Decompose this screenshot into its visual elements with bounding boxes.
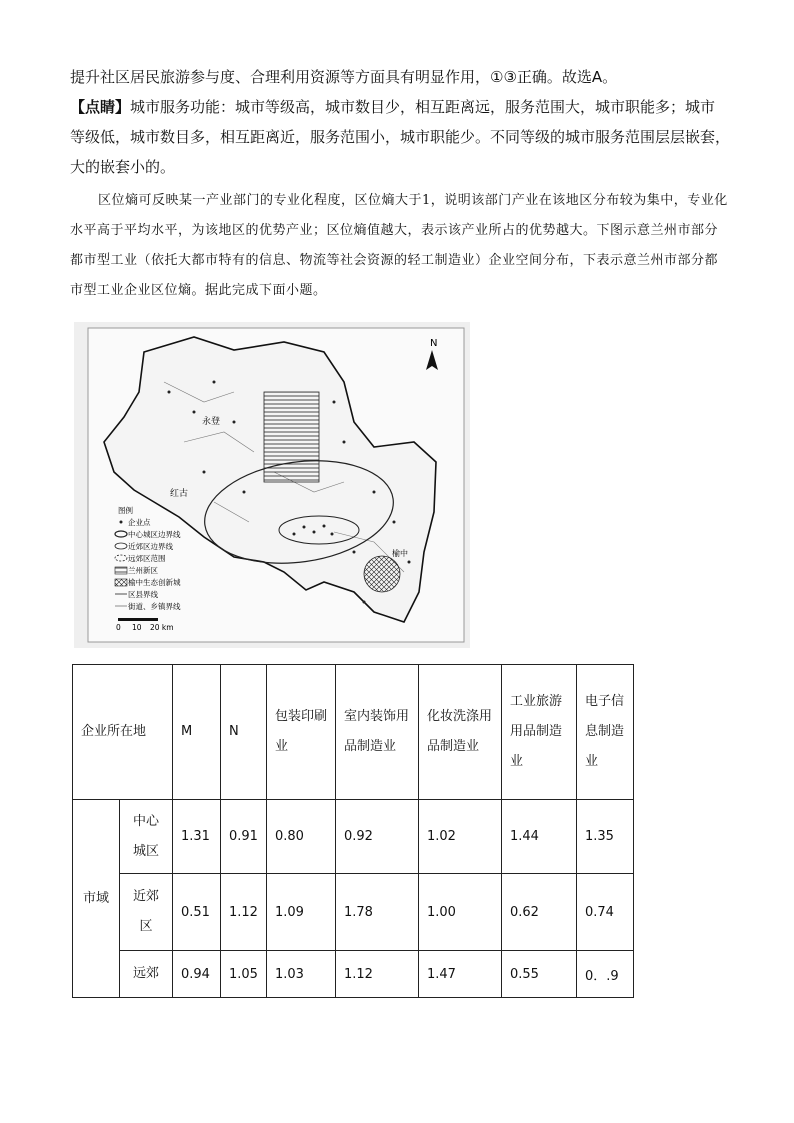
cell: 1.05 xyxy=(221,951,267,998)
group-cell: 市域 xyxy=(73,800,120,998)
cell: 0.91 xyxy=(221,800,267,874)
tip-text: 城市服务功能：城市等级高，城市数目少，相互距离远，服务范围大，城市职能多；城市等级低，城市数目多，相互距离近，服务范围小，城市职能少。不同等级的城市服务范围层层嵌套，大的嵌套小的。 xyxy=(70,98,731,176)
lanzhou-new-district xyxy=(264,392,319,482)
cell: 0.92 xyxy=(335,800,418,874)
cell: 0.80 xyxy=(266,800,335,874)
header-col: 电子信息制造业 xyxy=(576,665,633,800)
row-label: 远郊 xyxy=(120,951,173,998)
tip-tag: 【点睛】 xyxy=(70,98,131,116)
cell: 1.03 xyxy=(266,951,335,998)
cell: 1.09 xyxy=(266,874,335,951)
cell: 1.02 xyxy=(418,800,501,874)
legend-item: 榆中生态创新城 xyxy=(128,578,181,587)
place-yongdeng: 永登 xyxy=(202,417,221,427)
scale-label: 20 km xyxy=(150,623,174,632)
legend-item: 兰州新区 xyxy=(128,566,158,575)
header-col: M xyxy=(173,665,221,800)
cell: 0.94 xyxy=(173,951,221,998)
cell: 1.31 xyxy=(173,800,221,874)
scale-bar xyxy=(118,618,158,621)
tip-paragraph xyxy=(70,92,730,182)
cell: 1.35 xyxy=(576,800,633,874)
row-label: 中心城区 xyxy=(120,800,173,874)
legend-item: 企业点 xyxy=(128,518,151,527)
legend-item: 区县界线 xyxy=(128,590,158,599)
header-col: 工业旅游用品制造业 xyxy=(501,665,576,800)
cell: 1.47 xyxy=(418,951,501,998)
question-stem: 区位熵可反映某一产业部门的专业化程度，区位熵大于1，说明该部门产业在该地区分布较为集中，专业化水平高于平均水平，为该地区的优势产业；区位熵值越大，表示该产业所占的优势越大。下图示意兰州市部分都市型工业（依托大都市特有的信息、物流等社会资源的轻工制造业）企业空间分布，下表示意兰州市部分都市型工业企业区位熵。据此完成下面小题。 xyxy=(70,193,728,298)
place-yuzhong: 榆中 xyxy=(392,549,408,558)
header-col: 室内装饰用品制造业 xyxy=(335,665,418,800)
cell: 0.62 xyxy=(501,874,576,951)
header-place: 企业所在地 xyxy=(73,665,173,800)
cell: 0.51 xyxy=(173,874,221,951)
answer-paragraph: 提升社区居民旅游参与度、合理利用资源等方面具有明显作用，①③正确。故选A。 xyxy=(70,68,618,86)
scale-label: 10 xyxy=(132,623,142,632)
place-honggu: 红古 xyxy=(170,489,189,499)
cell: 0.55 xyxy=(501,951,576,998)
lanzhou-industry-map xyxy=(74,322,470,648)
legend-item: 街道、乡镇界线 xyxy=(128,602,181,611)
header-col: 包装印刷业 xyxy=(266,665,335,800)
legend-item: 中心城区边界线 xyxy=(128,530,181,539)
cell: 1.00 xyxy=(418,874,501,951)
location-quotient-table xyxy=(72,664,634,998)
legend-title: 图例 xyxy=(118,506,133,515)
yuzhong-eco-city xyxy=(364,556,400,592)
cell: 1.12 xyxy=(221,874,267,951)
north-label: N xyxy=(430,338,438,349)
cell: 0.74 xyxy=(576,874,633,951)
cell: 1.12 xyxy=(335,951,418,998)
cell: 0．.9 xyxy=(576,951,633,998)
legend-item: 近郊区边界线 xyxy=(128,542,173,551)
header-col: 化妆洗涤用品制造业 xyxy=(418,665,501,800)
header-col: N xyxy=(221,665,267,800)
legend-item: 远郊区范围 xyxy=(128,554,166,563)
cell: 1.44 xyxy=(501,800,576,874)
row-label: 近郊区 xyxy=(120,874,173,951)
cell: 1.78 xyxy=(335,874,418,951)
scale-label: 0 xyxy=(116,623,121,632)
